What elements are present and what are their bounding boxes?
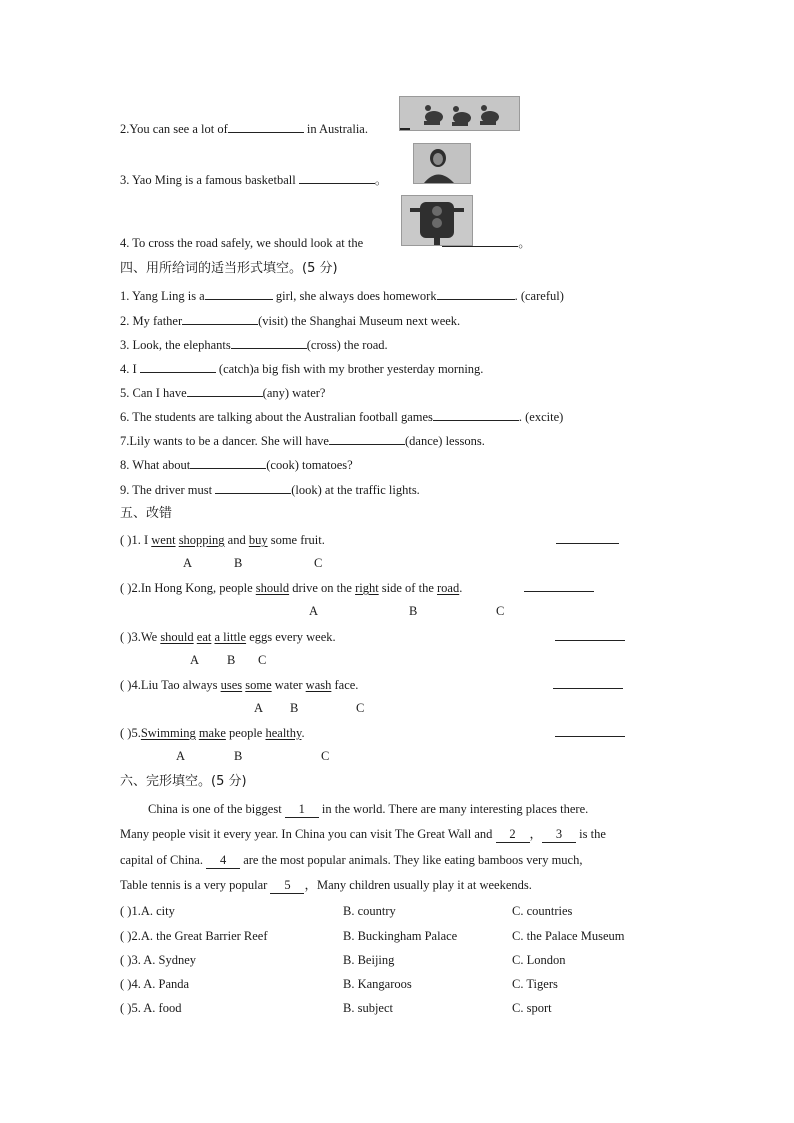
s5-q5-num: 5. xyxy=(131,726,141,740)
s3-q4-post: 。 xyxy=(518,236,531,250)
answer-blank[interactable] xyxy=(231,336,307,349)
s6-text: ， xyxy=(529,827,543,841)
s5-q2-sep3: . xyxy=(459,581,463,595)
s5-q5-word-a: Swimming xyxy=(140,726,196,740)
label-b: B xyxy=(234,556,243,570)
s4-q5-text-b: (any) water? xyxy=(262,386,326,400)
cloze-blank-4[interactable]: 4 xyxy=(206,852,240,869)
basketball-player-image xyxy=(413,143,471,184)
answer-paren[interactable]: ( ) xyxy=(120,953,132,967)
person-icon xyxy=(414,144,470,183)
s3-q2-pre: 2.You can see a lot of xyxy=(120,122,228,136)
answer-blank[interactable] xyxy=(433,408,519,421)
s4-q4-text-a: 4. I xyxy=(120,362,140,376)
s4-q8-text-b: (cook) tomatoes? xyxy=(266,458,353,472)
s4-q3-text-b: (cross) the road. xyxy=(306,338,388,352)
s4-q4 xyxy=(120,360,483,377)
s6-passage-line2 xyxy=(120,826,606,843)
label-b: B xyxy=(234,749,243,763)
label-a: A xyxy=(309,604,319,618)
s6-text: Many people visit it every year. In China you can visit The Great Wall and xyxy=(120,827,496,841)
s4-q5 xyxy=(120,384,325,401)
s4-q2-text-b: (visit) the Shanghai Museum next week. xyxy=(258,314,461,328)
s5-q3-sep3: eggs every week. xyxy=(246,630,336,644)
kangaroo-icon xyxy=(400,97,519,130)
answer-paren[interactable]: ( ) xyxy=(120,678,132,692)
option-b: B. country xyxy=(343,904,396,918)
label-a: A xyxy=(183,556,193,570)
label-c: C xyxy=(321,749,330,763)
s4-q1-text-c: . (careful) xyxy=(514,289,564,303)
answer-blank[interactable] xyxy=(182,312,258,325)
s5-q2 xyxy=(120,580,462,596)
s4-q7 xyxy=(120,432,485,449)
s5-q4-sep3: face. xyxy=(331,678,359,692)
label-b: B xyxy=(227,653,236,667)
s4-q6-text-b: . (excite) xyxy=(518,410,564,424)
s5-q1-sep3: some fruit. xyxy=(267,533,325,547)
label-c: C xyxy=(496,604,505,618)
s5-q5-word-c: healthy xyxy=(265,726,302,740)
s5-q4-word-c: wash xyxy=(305,678,332,692)
s6-text: Table tennis is a very popular xyxy=(120,878,271,892)
s6-text: in the world. There are many interesting places there. xyxy=(318,802,589,816)
answer-paren[interactable]: ( ) xyxy=(120,904,132,918)
correction-blank[interactable] xyxy=(556,531,619,544)
s4-q2-text-a: 2. My father xyxy=(120,314,183,328)
s4-q7-text-a: 7.Lily wants to be a dancer. She will have xyxy=(120,434,329,448)
option-b: B. Kangaroos xyxy=(343,977,412,991)
option-a: 1.A. city xyxy=(131,904,175,918)
s6-option-row xyxy=(120,928,268,944)
s5-q1-word-b: shopping xyxy=(178,533,225,547)
s6-text: capital of China. xyxy=(120,853,207,867)
correction-blank[interactable] xyxy=(553,676,623,689)
s6-option-row xyxy=(120,976,189,992)
s4-q1 xyxy=(120,287,564,304)
s4-q6-text-a: 6. The students are talking about the Australian football games xyxy=(120,410,433,424)
s6-text: are the most popular animals. They like eating bamboos very much, xyxy=(240,853,583,867)
s3-q3-post: 。 xyxy=(374,173,388,187)
answer-paren[interactable]: ( ) xyxy=(120,533,132,547)
option-a: 4. A. Panda xyxy=(131,977,190,991)
option-c: C. the Palace Museum xyxy=(512,929,625,943)
s5-q2-word-a: should xyxy=(255,581,290,595)
s5-q1-word-c: buy xyxy=(248,533,268,547)
s6-option-row xyxy=(120,952,196,968)
s4-q3 xyxy=(120,336,388,353)
answer-paren[interactable]: ( ) xyxy=(120,726,132,740)
option-c: C. sport xyxy=(512,1001,552,1015)
s5-q4-sep2: water xyxy=(271,678,306,692)
s5-q5 xyxy=(120,725,305,741)
s5-q3-num: 3.We xyxy=(131,630,161,644)
option-c: C. London xyxy=(512,953,566,967)
s5-q2-num: 2.In Hong Kong, people xyxy=(131,581,256,595)
answer-paren[interactable]: ( ) xyxy=(120,1001,132,1015)
s6-option-row xyxy=(120,903,175,919)
s5-q3-word-c: a little xyxy=(214,630,247,644)
s4-q5-text-a: 5. Can I have xyxy=(120,386,187,400)
correction-blank[interactable] xyxy=(524,579,594,592)
cloze-blank-2[interactable]: 2 xyxy=(496,826,530,843)
s5-q5-sep3: . xyxy=(301,726,305,740)
s3-q2 xyxy=(120,120,368,137)
option-b: B. Beijing xyxy=(343,953,395,967)
s4-q9 xyxy=(120,481,420,498)
label-c: C xyxy=(356,701,365,715)
answer-blank[interactable] xyxy=(329,432,405,445)
answer-blank[interactable] xyxy=(205,287,273,300)
s5-q3 xyxy=(120,629,336,645)
s5-q1-num: 1. I xyxy=(131,533,152,547)
s4-q6 xyxy=(120,408,563,425)
section4-title: 四、用所给词的适当形式填空。(5 分) xyxy=(120,261,338,276)
s4-q7-text-b: (dance) lessons. xyxy=(404,434,485,448)
s6-text: China is one of the biggest xyxy=(148,802,285,816)
correction-blank[interactable] xyxy=(555,628,625,641)
section5-title: 五、改错 xyxy=(120,506,173,521)
s6-option-row xyxy=(120,1000,181,1016)
s4-q3-text-a: 3. Look, the elephants xyxy=(120,338,231,352)
s5-q2-word-b: right xyxy=(355,581,379,595)
s5-q3-word-a: should xyxy=(160,630,194,644)
answer-paren[interactable]: ( ) xyxy=(120,929,132,943)
traffic-light-icon xyxy=(402,196,472,245)
answer-paren[interactable]: ( ) xyxy=(120,581,132,595)
s5-q4-word-a: uses xyxy=(220,678,243,692)
section6-title: 六、完形填空。(5 分) xyxy=(120,774,247,789)
answer-blank[interactable] xyxy=(299,171,375,184)
s5-q4-num: 4.Liu Tao always xyxy=(131,678,221,692)
option-b: B. Buckingham Palace xyxy=(343,929,458,943)
answer-paren[interactable]: ( ) xyxy=(120,977,132,991)
label-c: C xyxy=(258,653,267,667)
s5-q5-sep2: people xyxy=(225,726,266,740)
s4-q9-text-a: 9. The driver must xyxy=(120,483,216,497)
option-a: 3. A. Sydney xyxy=(131,953,197,967)
option-b: B. subject xyxy=(343,1001,393,1015)
s5-q4 xyxy=(120,677,358,693)
correction-blank[interactable] xyxy=(555,724,625,737)
s3-q3 xyxy=(120,171,387,188)
cloze-blank-5[interactable]: 5 xyxy=(270,877,304,894)
option-a: 5. A. food xyxy=(131,1001,182,1015)
cloze-blank-1[interactable]: 1 xyxy=(285,801,319,818)
answer-blank[interactable] xyxy=(215,481,291,494)
kangaroos-image xyxy=(399,96,520,131)
s6-text: ，Many children usually play it at weekends. xyxy=(304,878,532,892)
option-c: C. Tigers xyxy=(512,977,558,991)
s5-q2-sep2: side of the xyxy=(378,581,437,595)
s5-q2-word-c: road xyxy=(437,581,460,595)
answer-blank[interactable] xyxy=(228,120,304,133)
answer-blank[interactable] xyxy=(140,360,216,373)
s3-q3-pre: 3. Yao Ming is a famous basketball xyxy=(120,173,299,187)
s4-q4-text-b: (catch)a big fish with my brother yesterday morning. xyxy=(215,362,484,376)
option-a: 2.A. the Great Barrier Reef xyxy=(131,929,268,943)
label-b: B xyxy=(290,701,299,715)
option-c: C. countries xyxy=(512,904,573,918)
s4-q1-text-a: 1. Yang Ling is a xyxy=(120,289,205,303)
traffic-lights-image xyxy=(401,195,473,246)
s4-q8-text-a: 8. What about xyxy=(120,458,191,472)
s3-q2-post: in Australia. xyxy=(303,122,368,136)
s6-passage-line4 xyxy=(120,877,532,894)
s5-q4-word-b: some xyxy=(245,678,272,692)
s3-q4-pre: 4. To cross the road safely, we should look at the xyxy=(120,236,367,250)
answer-blank[interactable] xyxy=(187,384,263,397)
s4-q2 xyxy=(120,312,460,329)
answer-paren[interactable]: ( ) xyxy=(120,630,132,644)
answer-blank[interactable] xyxy=(437,287,515,300)
s5-q1-word-a: went xyxy=(151,533,176,547)
s6-text: is the xyxy=(576,827,606,841)
s4-q1-text-b: girl, she always does homework xyxy=(272,289,437,303)
s6-passage-line1 xyxy=(148,801,588,818)
s5-q5-word-b: make xyxy=(198,726,226,740)
label-a: A xyxy=(254,701,264,715)
answer-blank[interactable] xyxy=(190,456,266,469)
s6-passage-line3 xyxy=(120,852,582,869)
cloze-blank-3[interactable]: 3 xyxy=(542,826,576,843)
s4-q9-text-b: (look) at the traffic lights. xyxy=(291,483,420,497)
label-c: C xyxy=(314,556,323,570)
label-a: A xyxy=(190,653,200,667)
s5-q2-sep1: drive on the xyxy=(289,581,356,595)
s5-q3-word-b: eat xyxy=(196,630,212,644)
label-a: A xyxy=(176,749,186,763)
s5-q1-sep2: and xyxy=(224,533,249,547)
s4-q8 xyxy=(120,456,353,473)
s5-q1 xyxy=(120,532,325,548)
label-b: B xyxy=(409,604,418,618)
